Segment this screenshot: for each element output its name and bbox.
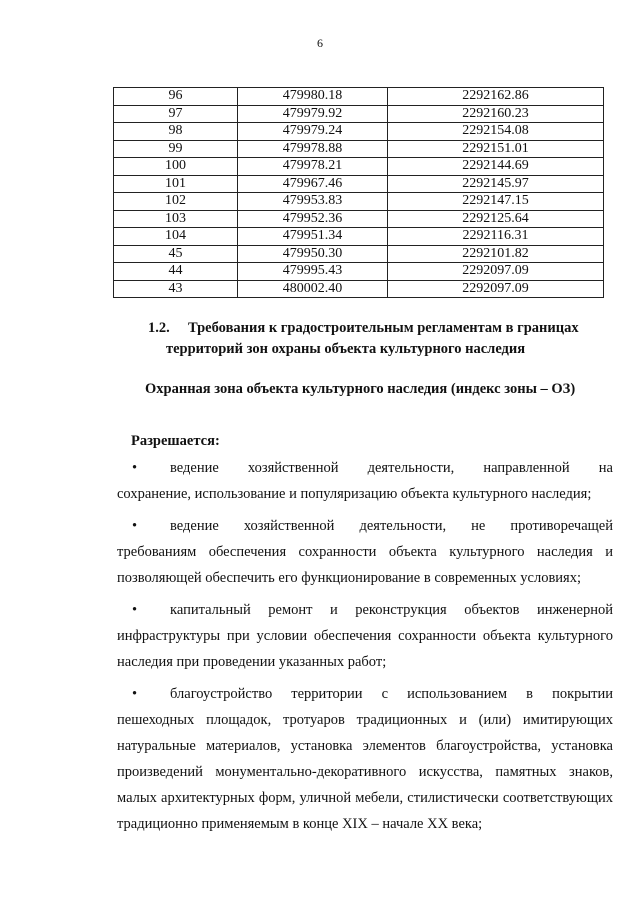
y-coordinate-cell: 2292154.08 [388,123,604,141]
y-coordinate-cell: 2292160.23 [388,105,604,123]
list-item-first-line [117,681,613,707]
table-row [114,280,604,298]
section-title-line2: территорий зон охраны объекта культурного наследия [166,341,526,357]
list-item-first-line [117,513,613,539]
x-coordinate-cell: 479995.43 [238,263,388,281]
list-item-lead: благоустройство территории с использованием в покрытии [170,686,613,702]
y-coordinate-cell: 2292097.09 [388,280,604,298]
coordinates-table-body [114,88,604,298]
table-row [114,123,604,141]
page-number: 6 [317,36,323,50]
list-item [117,513,613,591]
section-number: 1.2. [148,320,170,336]
y-coordinate-cell: 2292147.15 [388,193,604,211]
list-item-lead: ведение хозяйственной деятельности, не противоречащей [170,518,613,534]
x-coordinate-cell: 479978.88 [238,140,388,158]
y-coordinate-cell: 2292144.69 [388,158,604,176]
x-coordinate-cell: 479978.21 [238,158,388,176]
table-row [114,88,604,106]
x-coordinate-cell: 479967.46 [238,175,388,193]
list-item-continuation: пешеходных площадок, тротуаров традиционных и (или) имитирующих натуральные материалов, установка элементов благоустройства, установка произведений монументально-декоративного искусства, памятных знаков, малых архитектурных форм, уличной мебели, стилистически соответствующих традиционно применяемым в конце XIX – начале XX века; [117,712,613,832]
point-number-cell: 44 [114,263,238,281]
section-title-line1: Требования к градостроительным регламентам в границах [188,320,579,336]
x-coordinate-cell: 480002.40 [238,280,388,298]
y-coordinate-cell: 2292116.31 [388,228,604,246]
list-item-lead: ведение хозяйственной деятельности, направленной на [170,460,613,476]
table-row [114,263,604,281]
x-coordinate-cell: 479952.36 [238,210,388,228]
section-heading-line1 [148,318,618,339]
point-number-cell: 45 [114,245,238,263]
list-item-lead: капитальный ремонт и реконструкция объектов инженерной [170,602,613,618]
point-number-cell: 102 [114,193,238,211]
list-item-first-line [117,455,613,481]
y-coordinate-cell: 2292145.97 [388,175,604,193]
point-number-cell: 100 [114,158,238,176]
list-item [117,455,613,507]
point-number-cell: 98 [114,123,238,141]
y-coordinate-cell: 2292162.86 [388,88,604,106]
table-row [114,105,604,123]
allowed-label: Разрешается: [131,433,220,449]
point-number-cell: 104 [114,228,238,246]
x-coordinate-cell: 479979.24 [238,123,388,141]
list-item-continuation: сохранение, использование и популяризацию объекта культурного наследия; [117,486,592,502]
bullet-icon: • [132,686,138,702]
point-number-cell: 43 [114,280,238,298]
point-number-cell: 97 [114,105,238,123]
y-coordinate-cell: 2292125.64 [388,210,604,228]
list-item [117,681,613,837]
x-coordinate-cell: 479953.83 [238,193,388,211]
bullet-icon: • [132,602,138,618]
list-item-first-line [117,597,613,623]
point-number-cell: 103 [114,210,238,228]
point-number-cell: 96 [114,88,238,106]
x-coordinate-cell: 479980.18 [238,88,388,106]
table-row [114,175,604,193]
x-coordinate-cell: 479979.92 [238,105,388,123]
list-item-continuation: требованиям обеспечения сохранности объекта культурного наследия и позволяющей обеспечить его функционирование в современных условиях; [117,544,613,586]
y-coordinate-cell: 2292151.01 [388,140,604,158]
point-number-cell: 99 [114,140,238,158]
list-item-continuation: инфраструктуры при условии обеспечения сохранности объекта культурного наследия при проведении указанных работ; [117,628,613,670]
x-coordinate-cell: 479951.34 [238,228,388,246]
table-row [114,228,604,246]
table-row [114,140,604,158]
coordinates-table [113,87,604,298]
zone-heading: Охранная зона объекта культурного наследия (индекс зоны – ОЗ) [145,381,576,397]
y-coordinate-cell: 2292097.09 [388,263,604,281]
allowed-list [117,455,613,843]
table-row [114,193,604,211]
y-coordinate-cell: 2292101.82 [388,245,604,263]
bullet-icon: • [132,518,138,534]
x-coordinate-cell: 479950.30 [238,245,388,263]
list-item [117,597,613,675]
table-row [114,245,604,263]
table-row [114,158,604,176]
point-number-cell: 101 [114,175,238,193]
bullet-icon: • [132,460,138,476]
table-row [114,210,604,228]
section-heading [148,318,618,360]
